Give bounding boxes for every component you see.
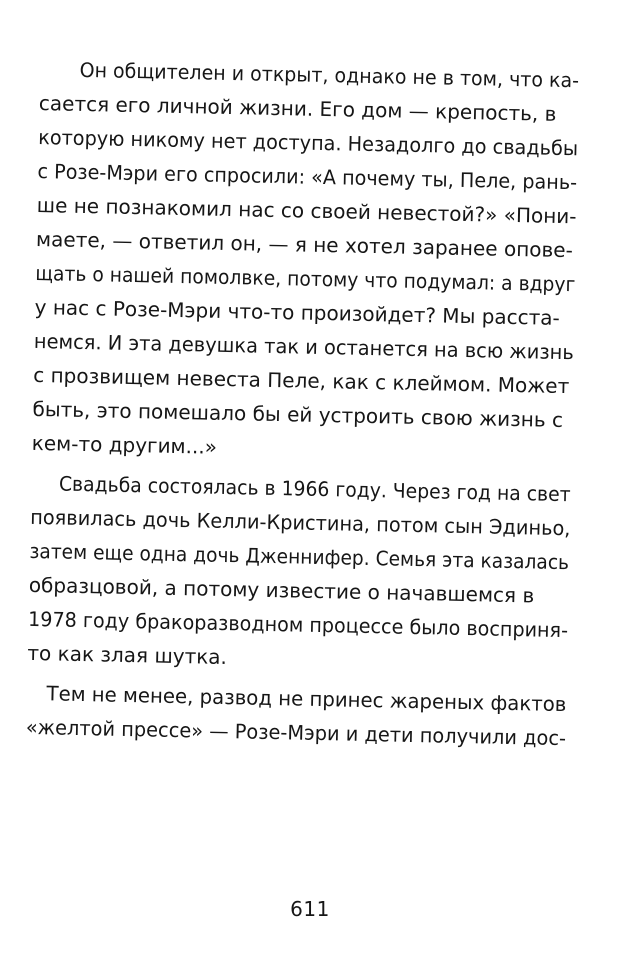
text-line: ше не познакомил нас со своей невестой?» «Пони- xyxy=(36,192,577,229)
text-line: сается его личной жизни. Его дом — крепость, в xyxy=(38,90,557,126)
text-line: щать о нашей помолвке, потому что подумал: а вдруг xyxy=(35,260,576,297)
text-line: «желтой прессе» — Розе-Мэри и дети получили дос- xyxy=(25,714,567,751)
text-line: Тем не менее, развод не принес жареных фактов xyxy=(46,681,567,717)
text-line: маете, — ответил он, — я не хотел заранее опове- xyxy=(35,226,574,263)
body-text xyxy=(25,52,600,751)
page-number: 611 xyxy=(290,897,330,921)
text-line: немся. И эта девушка так и останется на всю жизнь xyxy=(33,328,575,365)
text-line: появилась дочь Келли-Кристина, потом сын Эдиньо, xyxy=(30,504,571,541)
text-line: с Розе-Мэри его спросили: «А почему ты, Пеле, рань- xyxy=(37,158,578,195)
text-line: 1978 году бракоразводном процессе было восприня- xyxy=(27,606,569,643)
text-line: быть, это помешало бы ей устроить свою жизнь с xyxy=(32,396,564,433)
text-line: кем-то другим...» xyxy=(31,430,218,459)
text-line: у нас с Розе-Мэри что-то произойдет? Мы расста- xyxy=(34,294,561,330)
text-line: то как злая шутка. xyxy=(27,640,228,670)
text-line: Он общителен и открыт, однако не в том, что ка- xyxy=(79,57,580,93)
text-line: Свадьба состоялась в 1966 году. Через год на свет xyxy=(58,471,571,507)
text-line: затем еще одна дочь Дженнифер. Семья эта казалась xyxy=(29,538,570,575)
text-line: образцовой, а потому известие о начавшемся в xyxy=(28,572,535,608)
text-line: которую никому нет доступа. Незадолго до свадьбы xyxy=(37,124,579,161)
text-line: с прозвищем невеста Пеле, как с клеймом. Может xyxy=(32,362,570,399)
